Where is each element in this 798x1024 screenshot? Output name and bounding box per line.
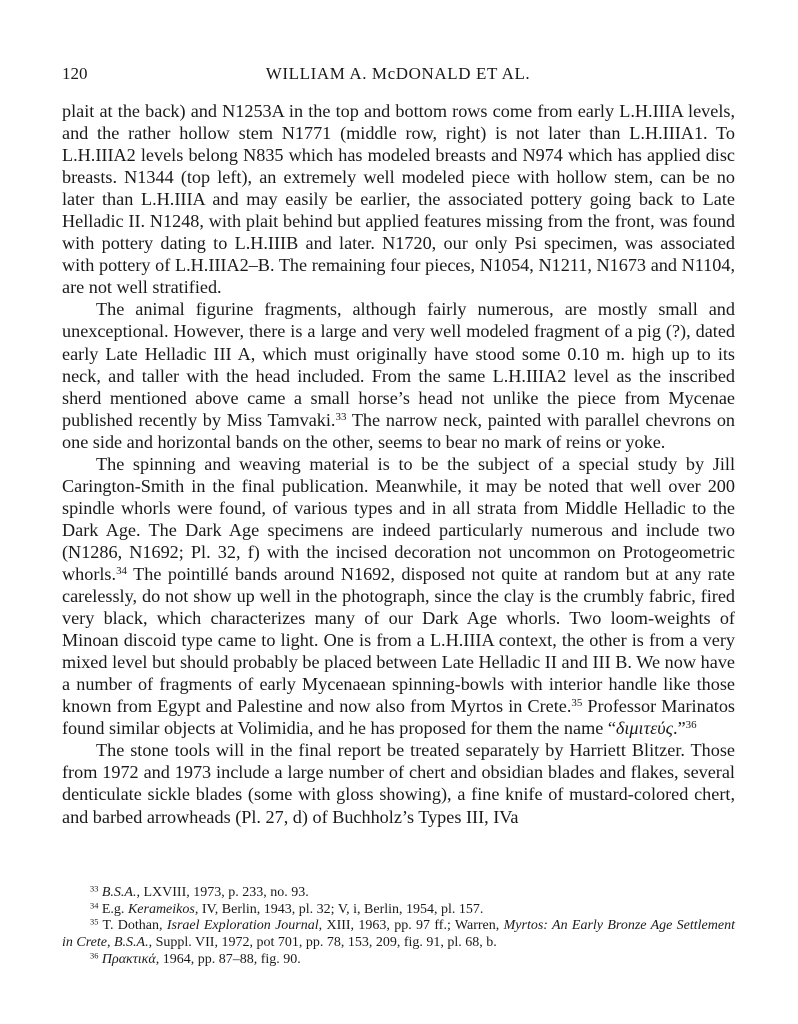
italic-text: Πρακτικά — [101, 951, 156, 967]
footnote-ref: 33 — [90, 884, 99, 894]
footnote-ref: 36 — [90, 951, 99, 961]
text-run: , Suppl. VII, 1972, pot 701, pp. 78, 153, 209, fig. 91, pl. 68, b. — [148, 935, 497, 951]
footnote — [62, 885, 735, 902]
footnote — [62, 918, 735, 951]
body-text — [62, 100, 735, 828]
footnote-ref: 34 — [90, 901, 99, 911]
text-run: , XIII, 1963, pp. 97 ff.; Warren, — [318, 918, 504, 934]
footnote — [62, 902, 735, 919]
text-run: , LXVIII, 1973, p. 233, no. 93. — [136, 885, 309, 900]
text-run: Professor Marinatos found similar objects at Volimidia, and he has proposed for them the name “ — [62, 696, 735, 739]
running-head: WILLIAM A. McDONALD ET AL. — [265, 64, 531, 83]
page-header — [62, 64, 734, 86]
text-run: , 1964, pp. 87–88, fig. 90. — [155, 951, 301, 967]
text-run: E.g. — [98, 901, 128, 917]
paragraph — [62, 298, 735, 452]
text-run: , IV, Berlin, 1943, pl. 32; V, i, Berlin, 1954, pl. 157. — [194, 901, 484, 917]
footnote-ref: 34 — [116, 564, 127, 577]
text-run: The narrow neck, painted with parallel chevrons on one side and horizontal bands on the other, seems to bear no mark of reins or yoke. — [62, 409, 736, 452]
text-run: plait at the back) and N1253A in the top and bottom rows come from early L.H.IIIA levels, and the rather hollow stem N1771 (middle row, right) is not later than L.H.IIIA1. To L.H.IIIA2 levels belong N835 which has modeled breasts and N974 which has applied disc breasts. N1344 (top left), an extremely well modeled piece with hollow stem, can be no later than L.H.IIIA and may easily be earlier, the associated pottery going back to Late Helladic II. N1248, with plait behind but applied features missing from the front, was found with pottery dating to L.H.IIIB and later. N1720, our only Psi specimen, was associated with pottery of L.H.IIIA2–B. The remaining four pieces, N1054, N1211, N1673 and N1104, are not well stratified. — [62, 101, 735, 298]
text-run: .” — [673, 718, 686, 739]
text-run: The spinning and weaving material is to be the subject of a special study by Jill Carington-Smith in the final publication. Meanwhile, it may be noted that well over 200 spindle whorls were found, of various types and in all strata from Middle Helladic to the Dark Age. The Dark Age specimens are indeed particularly numerous and include two (N1286, N1692; Pl. 32, f) with the incised decoration not uncommon on Protogeometric whorls. — [62, 453, 735, 584]
italic-text: Kerameikos — [127, 901, 195, 917]
footnote — [62, 952, 735, 969]
footnotes — [62, 885, 735, 969]
paragraph — [62, 100, 735, 298]
footnote-ref: 33 — [335, 410, 347, 423]
footnote-ref: 35 — [571, 697, 583, 710]
italic-text: Israel Exploration Journal — [166, 918, 319, 934]
text-run: The stone tools will in the final report be treated separately by Harriett Blitzer. Those from 1972 and 1973 include a large number of chert and obsidian blades and flakes, several denticulate sickle blades (some with gloss showing), a fine knife of mustard-colored chert, and barbed arrowheads (Pl. 27, d) of Buchholz’s Types III, IVa — [62, 740, 735, 827]
footnote-ref: 36 — [685, 719, 697, 732]
paragraph — [62, 739, 735, 827]
text-run: The animal figurine fragments, although fairly numerous, are mostly small and unexceptional. However, there is a large and very well modeled fragment of a pig (?), dated early Late Helladic III A, which must originally have stood some 0.10 m. high up to its neck, and taller with the head included. From the same L.H.IIIA2 level as the inscribed sherd mentioned above came a small horse’s head not unlike the piece from Mycenae published recently by Miss Tamvaki. — [62, 299, 735, 430]
italic-text: Myrtos: An Early Bronze Age Settlement in Crete — [62, 918, 735, 951]
greek-term: διμιτεύς — [615, 718, 674, 739]
footnote-ref: 35 — [90, 917, 99, 927]
text-run: The pointillé bands around N1692, disposed not quite at random but at any rate carelessly, do not show up well in the photograph, since the clay is the crumbly fabric, fired very black, which characterizes many of our Dark Age whorls. Two loom-weights of Minoan discoid type came to light. One is from a L.H.IIIA context, the other is from a very mixed level but should probably be placed between Late Helladic II and III B. We now have a number of fragments of early Mycenaean spinning-bowls with interior handle like those known from Egypt and Palestine and now also from Myrtos in Crete. — [62, 563, 735, 717]
italic-text: B.S.A. — [101, 885, 137, 900]
page-number: 120 — [62, 64, 88, 83]
italic-text: B.S.A. — [113, 935, 149, 951]
paragraph — [62, 453, 735, 740]
text-run: T. Dothan, — [98, 918, 167, 934]
text-run: , — [106, 935, 114, 951]
